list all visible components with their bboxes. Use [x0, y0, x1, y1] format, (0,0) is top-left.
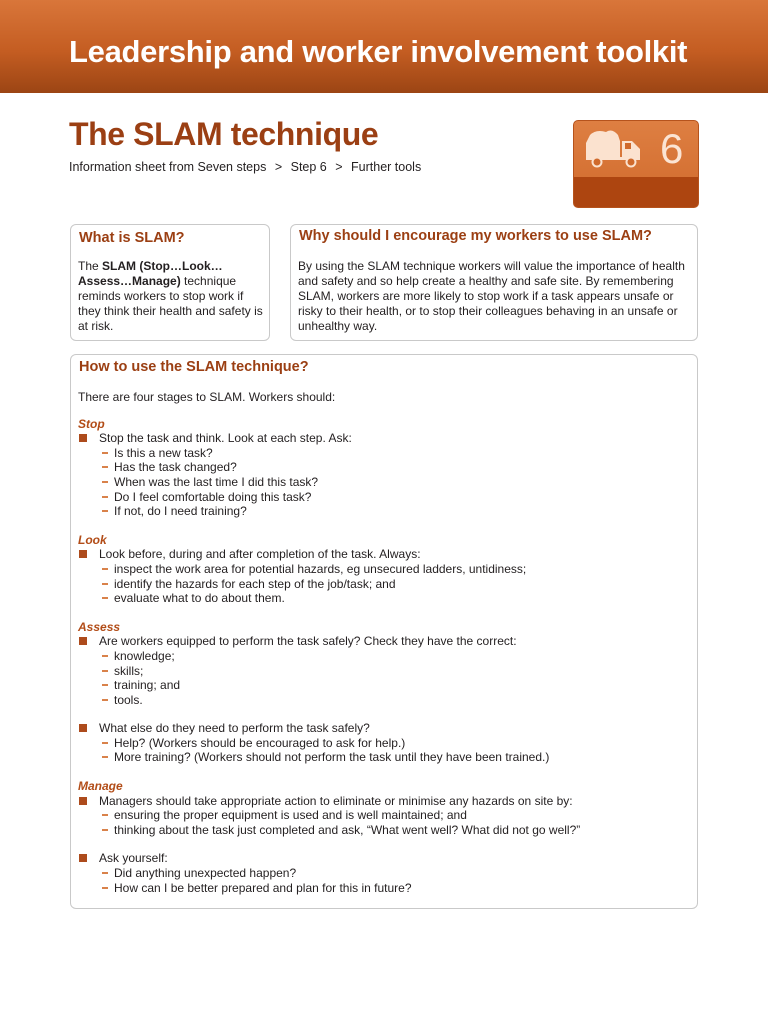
why-slam-text: By using the SLAM technique workers will value the importance of health and safety and so help create a healthy and safe site. By remembering SLAM, workers are more likely to stop work if a task appears unsafe or risky to their health, or to stop their colleagues behaving in an unsafe or unhealthy way. [298, 259, 685, 333]
stage-assess [78, 620, 688, 765]
sub-list-item: inspect the work area for potential hazards, eg unsecured ladders, untidiness; [78, 562, 688, 577]
sub-list-item: knowledge; [78, 649, 688, 664]
stage-heading: Assess [78, 619, 121, 634]
what-is-slam-heading: What is SLAM? [79, 230, 185, 246]
sub-list-item: evaluate what to do about them. [78, 591, 688, 606]
sub-list-item: When was the last time I did this task? [78, 475, 688, 490]
breadcrumb-item-step: Step 6 [290, 160, 327, 174]
how-to-use-intro: There are four stages to SLAM. Workers should: [78, 390, 336, 404]
toolkit-title: Leadership and worker involvement toolkit [69, 34, 688, 69]
sub-list-item: training; and [78, 678, 688, 693]
what-is-slam-bold: SLAM (Stop…Look… Assess…Manage) [78, 259, 223, 288]
step-badge [573, 120, 699, 208]
breadcrumb-separator: > [335, 160, 343, 174]
stage-manage [78, 779, 688, 895]
sub-list-item: Did anything unexpected happen? [78, 866, 688, 881]
sub-list-item: identify the hazards for each step of the job/task; and [78, 577, 688, 592]
list-item: Look before, during and after completion of the task. Always: [78, 547, 688, 562]
breadcrumb-item-tools: Further tools [351, 160, 422, 174]
breadcrumb-separator: > [274, 160, 283, 174]
step-number: 6 [660, 125, 684, 172]
sub-list-item: Help? (Workers should be encouraged to ask for help.) [78, 736, 688, 751]
header-banner [0, 0, 768, 93]
breadcrumb [69, 160, 421, 174]
list-item: Are workers equipped to perform the task safely? Check they have the correct: [78, 634, 688, 649]
sub-list-item: skills; [78, 664, 688, 679]
list-item: Stop the task and think. Look at each step. Ask: [78, 431, 688, 446]
how-to-use-box [70, 354, 698, 909]
sub-list-item: How can I be better prepared and plan for this in future? [78, 881, 688, 896]
sub-list-item: Has the task changed? [78, 460, 688, 475]
spacer [78, 837, 688, 851]
list-item: What else do they need to perform the task safely? [78, 721, 688, 736]
stage-stop [78, 417, 688, 519]
sub-list-item: Do I feel comfortable doing this task? [78, 490, 688, 505]
sub-list-item: Is this a new task? [78, 446, 688, 461]
sub-list-item: ensuring the proper equipment is used and is well maintained; and [78, 808, 688, 823]
sub-list-item: thinking about the task just completed and ask, “What went well? What did not go well?” [78, 823, 688, 838]
sub-list-item: tools. [78, 693, 688, 708]
spacer [78, 707, 688, 721]
what-is-slam-rest: technique reminds workers to stop work if they think their health and safety is at risk. [78, 274, 263, 333]
how-to-use-content [78, 390, 688, 909]
how-to-use-heading: How to use the SLAM technique? [79, 359, 309, 375]
why-slam-box [290, 224, 698, 341]
page-title: The SLAM technique [69, 116, 379, 152]
list-item: Managers should take appropriate action to eliminate or minimise any hazards on site by: [78, 794, 688, 809]
why-slam-heading: Why should I encourage my workers to use SLAM? [299, 228, 652, 244]
list-item: Ask yourself: [78, 851, 688, 866]
stage-look [78, 533, 688, 606]
truck-icon [584, 129, 644, 169]
what-is-slam-text [78, 259, 264, 334]
breadcrumb-item-source: Information sheet from Seven steps [69, 160, 267, 174]
stage-heading: Stop [78, 416, 105, 431]
step-badge-band [574, 177, 698, 207]
sub-list-item: If not, do I need training? [78, 504, 688, 519]
what-is-slam-prefix: The [78, 259, 103, 273]
what-is-slam-box [70, 224, 270, 341]
stage-heading: Look [78, 532, 107, 547]
sub-list-item: More training? (Workers should not perform the task until they have been trained.) [78, 750, 688, 765]
stage-heading: Manage [78, 779, 123, 794]
